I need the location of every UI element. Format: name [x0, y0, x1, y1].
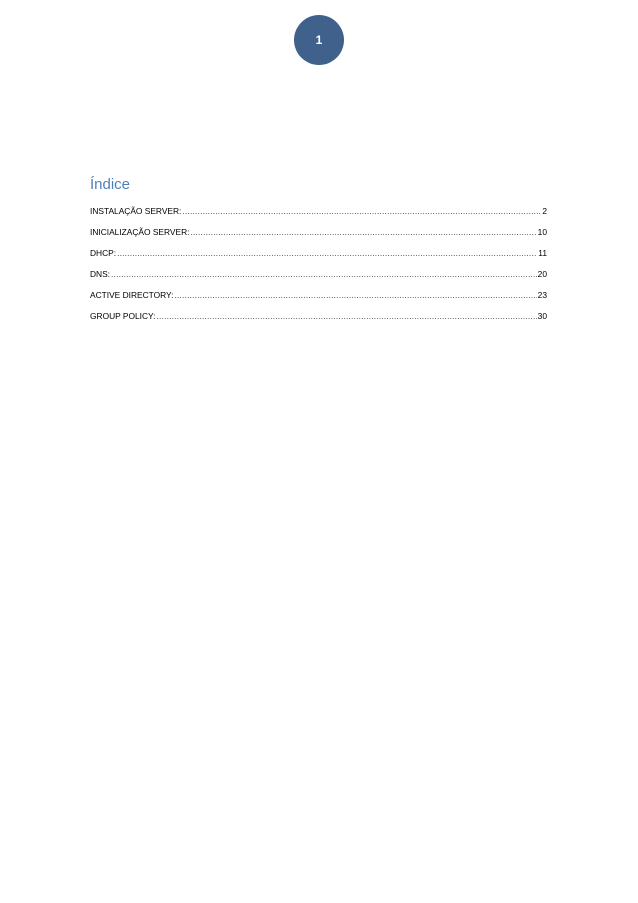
toc-entry-label: DHCP:	[90, 248, 117, 258]
toc-entry-page: 11	[538, 248, 547, 258]
toc-entry-page: 20	[537, 269, 547, 279]
toc-entry-dhcp[interactable]	[90, 238, 547, 259]
toc-entry-dns[interactable]	[90, 259, 547, 280]
toc-entry-instalacao-server[interactable]	[90, 200, 547, 217]
page-number-badge: 1	[294, 15, 344, 65]
toc-entry-label: GROUP POLICY:	[90, 311, 156, 321]
toc-leader-dots	[156, 311, 536, 322]
toc-entry-label: INSTALAÇÃO SERVER:	[90, 206, 182, 216]
toc-leader-dots	[174, 290, 536, 301]
toc-entry-page: 2	[542, 206, 547, 216]
toc-entry-label: INICIALIZAÇÃO SERVER:	[90, 227, 190, 237]
toc-entry-group-policy[interactable]	[90, 301, 547, 322]
toc-entry-page: 23	[537, 290, 547, 300]
toc-leader-dots	[190, 227, 536, 238]
toc-entry-label: ACTIVE DIRECTORY:	[90, 290, 174, 300]
toc-leader-dots	[182, 206, 541, 217]
toc-title: Índice	[90, 176, 131, 193]
toc-entry-page: 30	[537, 311, 547, 321]
toc-leader-dots	[111, 269, 537, 280]
toc-entry-inicializacao-server[interactable]	[90, 217, 547, 238]
toc-list	[90, 200, 547, 322]
toc-entry-active-directory[interactable]	[90, 280, 547, 301]
table-of-contents	[90, 176, 547, 322]
toc-leader-dots	[117, 248, 537, 259]
toc-entry-page: 10	[537, 227, 547, 237]
toc-entry-label: DNS:	[90, 269, 111, 279]
